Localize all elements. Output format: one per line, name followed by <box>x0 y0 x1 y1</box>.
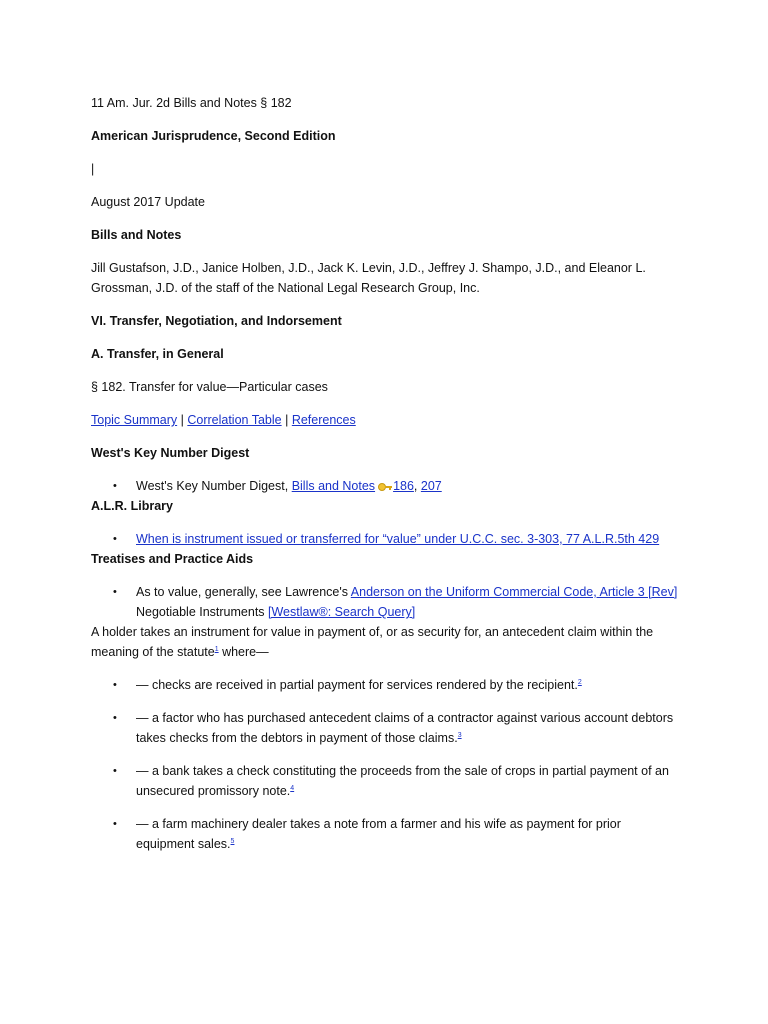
case-text: — a factor who has purchased antecedent claims of a contractor against various account debtors <box>136 711 674 725</box>
treatises-heading: Treatises and Practice Aids <box>91 552 254 566</box>
list-item <box>91 708 691 748</box>
list-item <box>91 582 691 622</box>
part-heading: VI. Transfer, Negotiation, and Indorsement <box>91 314 342 328</box>
anderson-ucc-link[interactable]: Anderson on the Uniform Commercial Code, Article 3 [Rev] <box>350 585 678 599</box>
list-item <box>91 529 691 549</box>
link-separator: | <box>177 413 188 427</box>
key-icon <box>378 483 392 491</box>
case-text: takes checks from the debtors in payment of those claims. <box>136 731 458 745</box>
treatises-list <box>91 582 691 622</box>
citation: 11 Am. Jur. 2d Bills and Notes § 182 <box>91 96 292 110</box>
footnote-link[interactable]: 1 <box>214 645 219 653</box>
list-item <box>91 814 691 854</box>
alr-heading: A.L.R. Library <box>91 499 173 513</box>
authors <box>91 258 691 298</box>
bullet: • <box>113 765 117 777</box>
case-text: — a bank takes a check constituting the proceeds from the sale of crops in partial payment of an <box>136 764 669 778</box>
case-text: — a farm machinery dealer takes a note from a farmer and his wife as payment for prior <box>136 817 621 831</box>
footnote-link[interactable]: 3 <box>457 731 462 739</box>
case-text: equipment sales. <box>136 837 231 851</box>
list-item <box>91 675 691 695</box>
correlation-table-link[interactable]: Correlation Table <box>187 413 282 427</box>
alr-annotation-link[interactable]: When is instrument issued or transferred for “value” under U.C.C. sec. 3-303, 77 A.L.R.5th 429 <box>136 532 660 546</box>
bullet: • <box>113 480 117 492</box>
references-link[interactable]: References <box>291 413 356 427</box>
separator: | <box>91 162 95 176</box>
update-label: August 2017 Update <box>91 195 205 209</box>
document-title: Bills and Notes <box>91 228 182 242</box>
westlaw-search-link[interactable]: [Westlaw®: Search Query] <box>268 605 416 619</box>
key-number-186-link[interactable]: 186 <box>393 479 414 493</box>
topic-summary-link[interactable]: Topic Summary <box>91 413 178 427</box>
bullet: • <box>113 533 117 545</box>
bullet: • <box>113 586 117 598</box>
publication-title: American Jurisprudence, Second Edition <box>91 129 336 143</box>
case-text: — checks are received in partial payment for services rendered by the recipient. <box>136 678 578 692</box>
alr-list <box>91 529 691 549</box>
body-paragraph <box>91 622 691 662</box>
paragraph-line: A holder takes an instrument for value in payment of, or as security for, an antecedent claim within the <box>91 625 654 639</box>
case-text: unsecured promissory note. <box>136 784 291 798</box>
list-item <box>91 476 691 496</box>
bullet: • <box>113 679 117 691</box>
list-item <box>91 761 691 801</box>
footnote-link[interactable]: 4 <box>290 784 295 792</box>
bullet: • <box>113 712 117 724</box>
treatise-line2: Negotiable Instruments <box>136 605 269 619</box>
key-number-heading: West's Key Number Digest <box>91 446 250 460</box>
key-number-207-link[interactable]: 207 <box>420 479 442 493</box>
document-page <box>91 93 691 867</box>
link-separator: | <box>281 413 292 427</box>
authors-line: Jill Gustafson, J.D., Janice Holben, J.D., Jack K. Levin, J.D., Jeffrey J. Shampo, J.D., and Eleanor L. <box>91 261 646 275</box>
cases-list <box>91 675 691 854</box>
nav-links <box>91 410 691 430</box>
paragraph-line: meaning of the statute$^1$ where— <box>91 645 269 659</box>
bullet: • <box>113 818 117 830</box>
footnote-link[interactable]: 5 <box>230 837 235 845</box>
key-number-list <box>91 476 691 496</box>
section-heading: § 182. Transfer for value—Particular cases <box>91 380 328 394</box>
treatise-prefix: As to value, generally, see Lawrence's <box>136 585 351 599</box>
key-number-prefix: West's Key Number Digest, <box>136 479 292 493</box>
subpart-heading: A. Transfer, in General <box>91 347 224 361</box>
authors-line: Grossman, J.D. of the staff of the National Legal Research Group, Inc. <box>91 281 480 295</box>
footnote-link[interactable]: 2 <box>577 678 582 686</box>
comma: , <box>413 479 421 493</box>
bills-and-notes-link[interactable]: Bills and Notes <box>291 479 376 493</box>
